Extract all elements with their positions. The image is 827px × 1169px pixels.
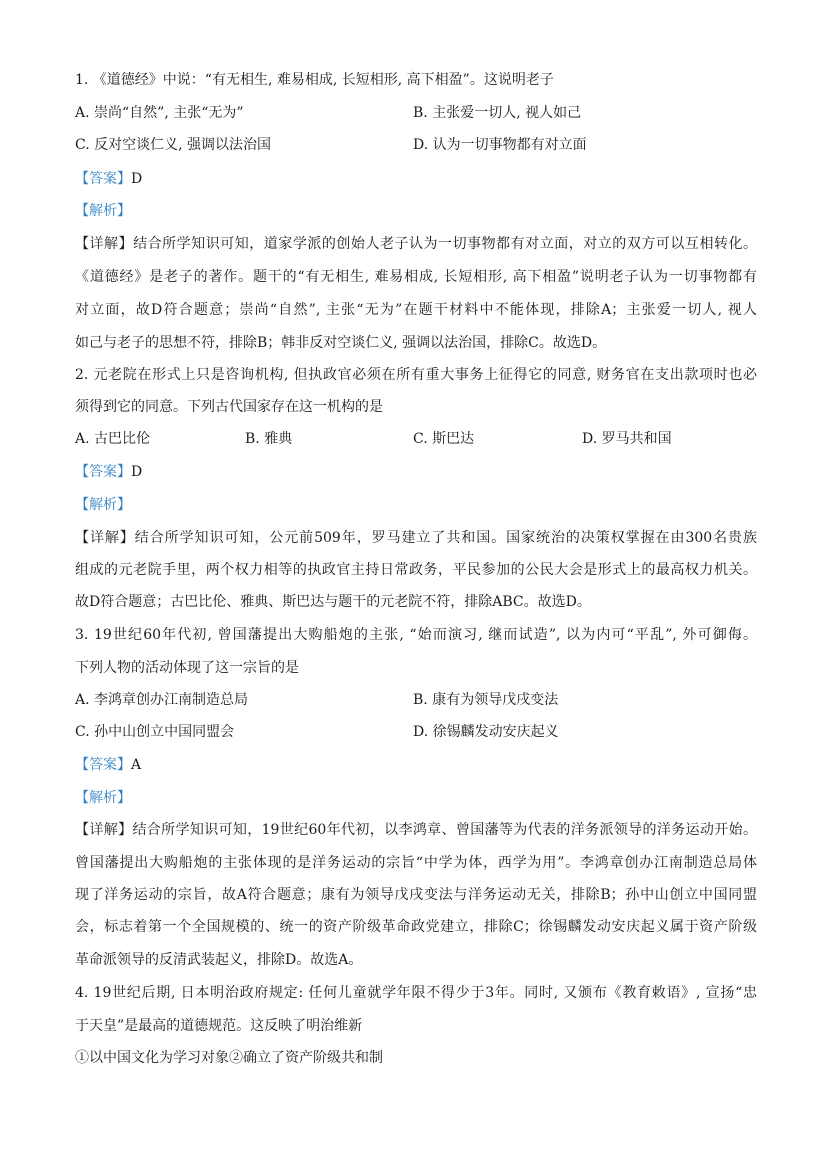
- answer-value: A: [131, 757, 142, 773]
- q1-detail-line-2: 《道德经》是老子的著作。题干的“有无相生, 难易相成, 长短相形, 高下相盈”说明老子认为一切事物都有: [75, 269, 757, 285]
- question-1-stem: 1. 《道德经》中说：“有无相生, 难易相成, 长短相形, 高下相盈”。这说明老子: [75, 72, 554, 88]
- q1-option-d: D. 认为一切事物都有对立面: [413, 137, 587, 153]
- q3-detail-line-3: 现了洋务运动的宗旨，故A符合题意；康有为领导戊戌变法与洋务运动无关，排除B；孙中山创立中国同盟: [75, 887, 757, 903]
- q2-detail-line-1: [75, 529, 757, 547]
- q1-detail-line-3: 对立面，故D符合题意；崇尚“自然”, 主张“无为”在题干材料中不能体现，排除A；主张爱一切人, 视人: [75, 302, 757, 318]
- q3-detail-line-1: [75, 821, 757, 839]
- detail-tag: 【详解】: [75, 530, 135, 546]
- question-4-stem-line-1: 4. 19世纪后期, 日本明治政府规定: 任何儿童就学年限不得少于3年。同时, 又颁布《教育敕语》, 宣扬“忠: [75, 985, 757, 1001]
- q3-option-c: C. 孙中山创立中国同盟会: [75, 724, 235, 740]
- answer-value: D: [131, 464, 143, 480]
- answer-value: D: [131, 171, 143, 187]
- detail-tag: 【详解】: [75, 236, 134, 252]
- q1-option-b: B. 主张爱一切人, 视人如己: [413, 105, 582, 121]
- q2-analysis-tag: 【解析】: [75, 497, 131, 513]
- q3-answer: [75, 756, 141, 774]
- q3-detail-line-2: 曾国藩提出大购船炮的主张体现的是洋务运动的宗旨“中学为体，西学为用”。李鸿章创办江南制造总局体: [75, 855, 757, 871]
- q3-option-b: B. 康有为领导戊戌变法: [413, 692, 559, 708]
- question-2-stem-line-1: 2. 元老院在形式上只是咨询机构, 但执政官必须在所有重大事务上征得它的同意, 财务官在支出款项时也必: [75, 367, 757, 383]
- q1-option-a: A. 崇尚“自然”, 主张“无为”: [75, 105, 244, 121]
- detail-tag: 【详解】: [75, 822, 133, 838]
- q2-detail-line-3: 故D符合题意；古巴比伦、雅典、斯巴达与题干的元老院不符，排除ABC。故选D。: [75, 594, 591, 610]
- q2-option-d: D. 罗马共和国: [582, 431, 672, 447]
- question-3-stem-line-2: 下列人物的活动体现了这一宗旨的是: [75, 660, 299, 676]
- q1-detail-line-1: [75, 235, 757, 253]
- q2-option-a: A. 古巴比伦: [75, 431, 151, 447]
- answer-tag: 【答案】: [75, 464, 131, 480]
- detail-text: 结合所学知识可知，19世纪60年代初，以李鸿章、曾国藩等为代表的洋务派领导的洋务运动开始。: [132, 822, 758, 838]
- question-3-stem-line-1: 3. 19世纪60年代初, 曾国藩提出大购船炮的主张, “始而演习, 继而试造”, 以为内可“平乱”, 外可御侮。: [75, 627, 757, 643]
- question-2-stem-line-2: 须得到它的同意。下列古代国家存在这一机构的是: [75, 399, 383, 415]
- q2-option-b: B. 雅典: [245, 431, 293, 447]
- q2-detail-line-2: 组成的元老院手里，两个权力相等的执政官主持日常政务，平民参加的公民大会是形式上的最高权力机关。: [75, 562, 757, 578]
- q2-option-c: C. 斯巴达: [413, 431, 475, 447]
- q1-option-c: C. 反对空谈仁义, 强调以法治国: [75, 137, 272, 153]
- detail-text: 结合所学知识可知，道家学派的创始人老子认为一切事物都有对立面，对立的双方可以互相转化。: [133, 236, 758, 252]
- q1-answer: [75, 170, 142, 188]
- q1-detail-line-4: 如己与老子的思想不符，排除B；韩非反对空谈仁义, 强调以法治国，排除C。故选D。: [75, 335, 607, 351]
- q3-analysis-tag: 【解析】: [75, 790, 131, 806]
- q3-detail-line-4: 会，标志着第一个全国规模的、统一的资产阶级革命政党建立，排除C；徐锡麟发动安庆起义属于资产阶级: [75, 919, 757, 935]
- q2-answer: [75, 463, 142, 481]
- q1-analysis-tag: 【解析】: [75, 203, 131, 219]
- answer-tag: 【答案】: [75, 757, 131, 773]
- q3-option-d: D. 徐锡麟发动安庆起义: [413, 724, 559, 740]
- question-4-stem-line-2: 于天皇”是最高的道德规范。这反映了明治维新: [75, 1018, 363, 1034]
- question-4-stem-line-3: ①以中国文化为学习对象②确立了资产阶级共和制: [75, 1050, 383, 1066]
- answer-tag: 【答案】: [75, 171, 131, 187]
- q3-option-a: A. 李鸿章创办江南制造总局: [75, 692, 249, 708]
- q3-detail-line-5: 革命派领导的反清武装起义，排除D。故选A。: [75, 952, 363, 968]
- detail-text: 结合所学知识可知，公元前509年，罗马建立了共和国。国家统治的决策权掌握在由300名贵族: [134, 530, 757, 546]
